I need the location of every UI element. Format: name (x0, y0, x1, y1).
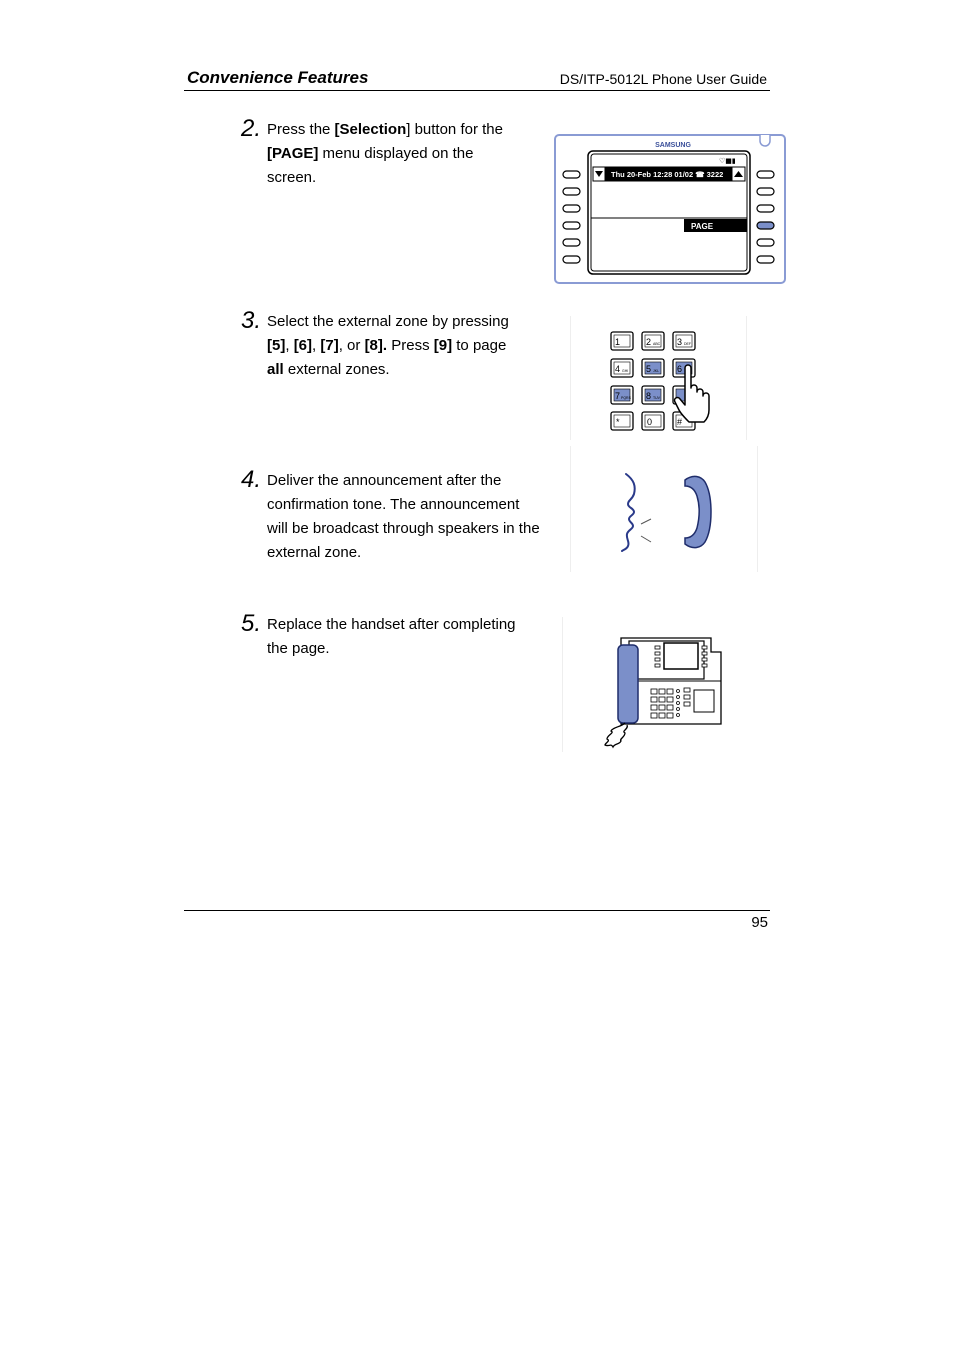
announcement-figure (570, 446, 758, 572)
key-8: 8 (646, 391, 652, 401)
cord-icon (605, 723, 627, 747)
key-4: 4 (615, 364, 621, 374)
sound-line-icon (641, 519, 651, 524)
step-number: 5. (241, 610, 262, 637)
key-7: 7 (615, 391, 621, 401)
step-5: 5. Replace the handset after completing the page. (241, 610, 516, 657)
svg-text:♡■▮: ♡■▮ (719, 157, 736, 165)
footer-divider (184, 910, 770, 911)
key-1: 1 (615, 337, 621, 347)
key-star: * (616, 417, 620, 427)
svg-text:ABC: ABC (653, 342, 661, 346)
svg-text:GHI: GHI (622, 369, 629, 373)
key-hash: # (677, 417, 683, 427)
svg-text:DEF: DEF (684, 342, 691, 346)
desk-phone-figure (562, 617, 733, 752)
svg-text:TUV: TUV (653, 396, 660, 400)
key-0: 0 (647, 417, 653, 427)
key-5: 5 (646, 364, 652, 374)
key-3: 3 (677, 337, 683, 347)
sound-line-icon (641, 536, 651, 542)
step-4: 4. Deliver the announcement after the confirmation tone. The announcement will be broadcast through speakers in the external zone. (241, 466, 540, 561)
status-line: Thu 20-Feb 12:28 01/02 ☎ 3222 (611, 170, 724, 179)
face-profile-icon (622, 474, 635, 551)
key-6: 6 (677, 364, 683, 374)
step-number: 3. (241, 307, 262, 334)
keypad-drawing (571, 316, 746, 440)
step-number: 4. (241, 466, 262, 493)
brand-logo: SAMSUNG (655, 142, 691, 149)
svg-text:JKL: JKL (653, 369, 660, 373)
section-title: Convenience Features (187, 68, 369, 87)
header-divider (184, 90, 770, 91)
svg-text:PQRS: PQRS (621, 396, 631, 400)
phone-display-figure (553, 132, 789, 286)
handset-icon (618, 645, 638, 723)
step-number: 2. (241, 115, 262, 142)
handset-icon (685, 476, 711, 547)
keypad-figure (570, 316, 747, 440)
page-number: 95 (751, 914, 768, 931)
guide-title: DS/ITP-5012L Phone User Guide (559, 71, 767, 87)
step-2: 2. Press the [Selection] button for the [PAGE] menu displayed on the screen. (241, 115, 503, 186)
step-3: 3. Select the external zone by pressing [5], [6], [7], or [8]. Press [9] to page all external zones. (241, 307, 509, 378)
key-2: 2 (646, 337, 652, 347)
page-menu-item: PAGE (691, 222, 714, 231)
